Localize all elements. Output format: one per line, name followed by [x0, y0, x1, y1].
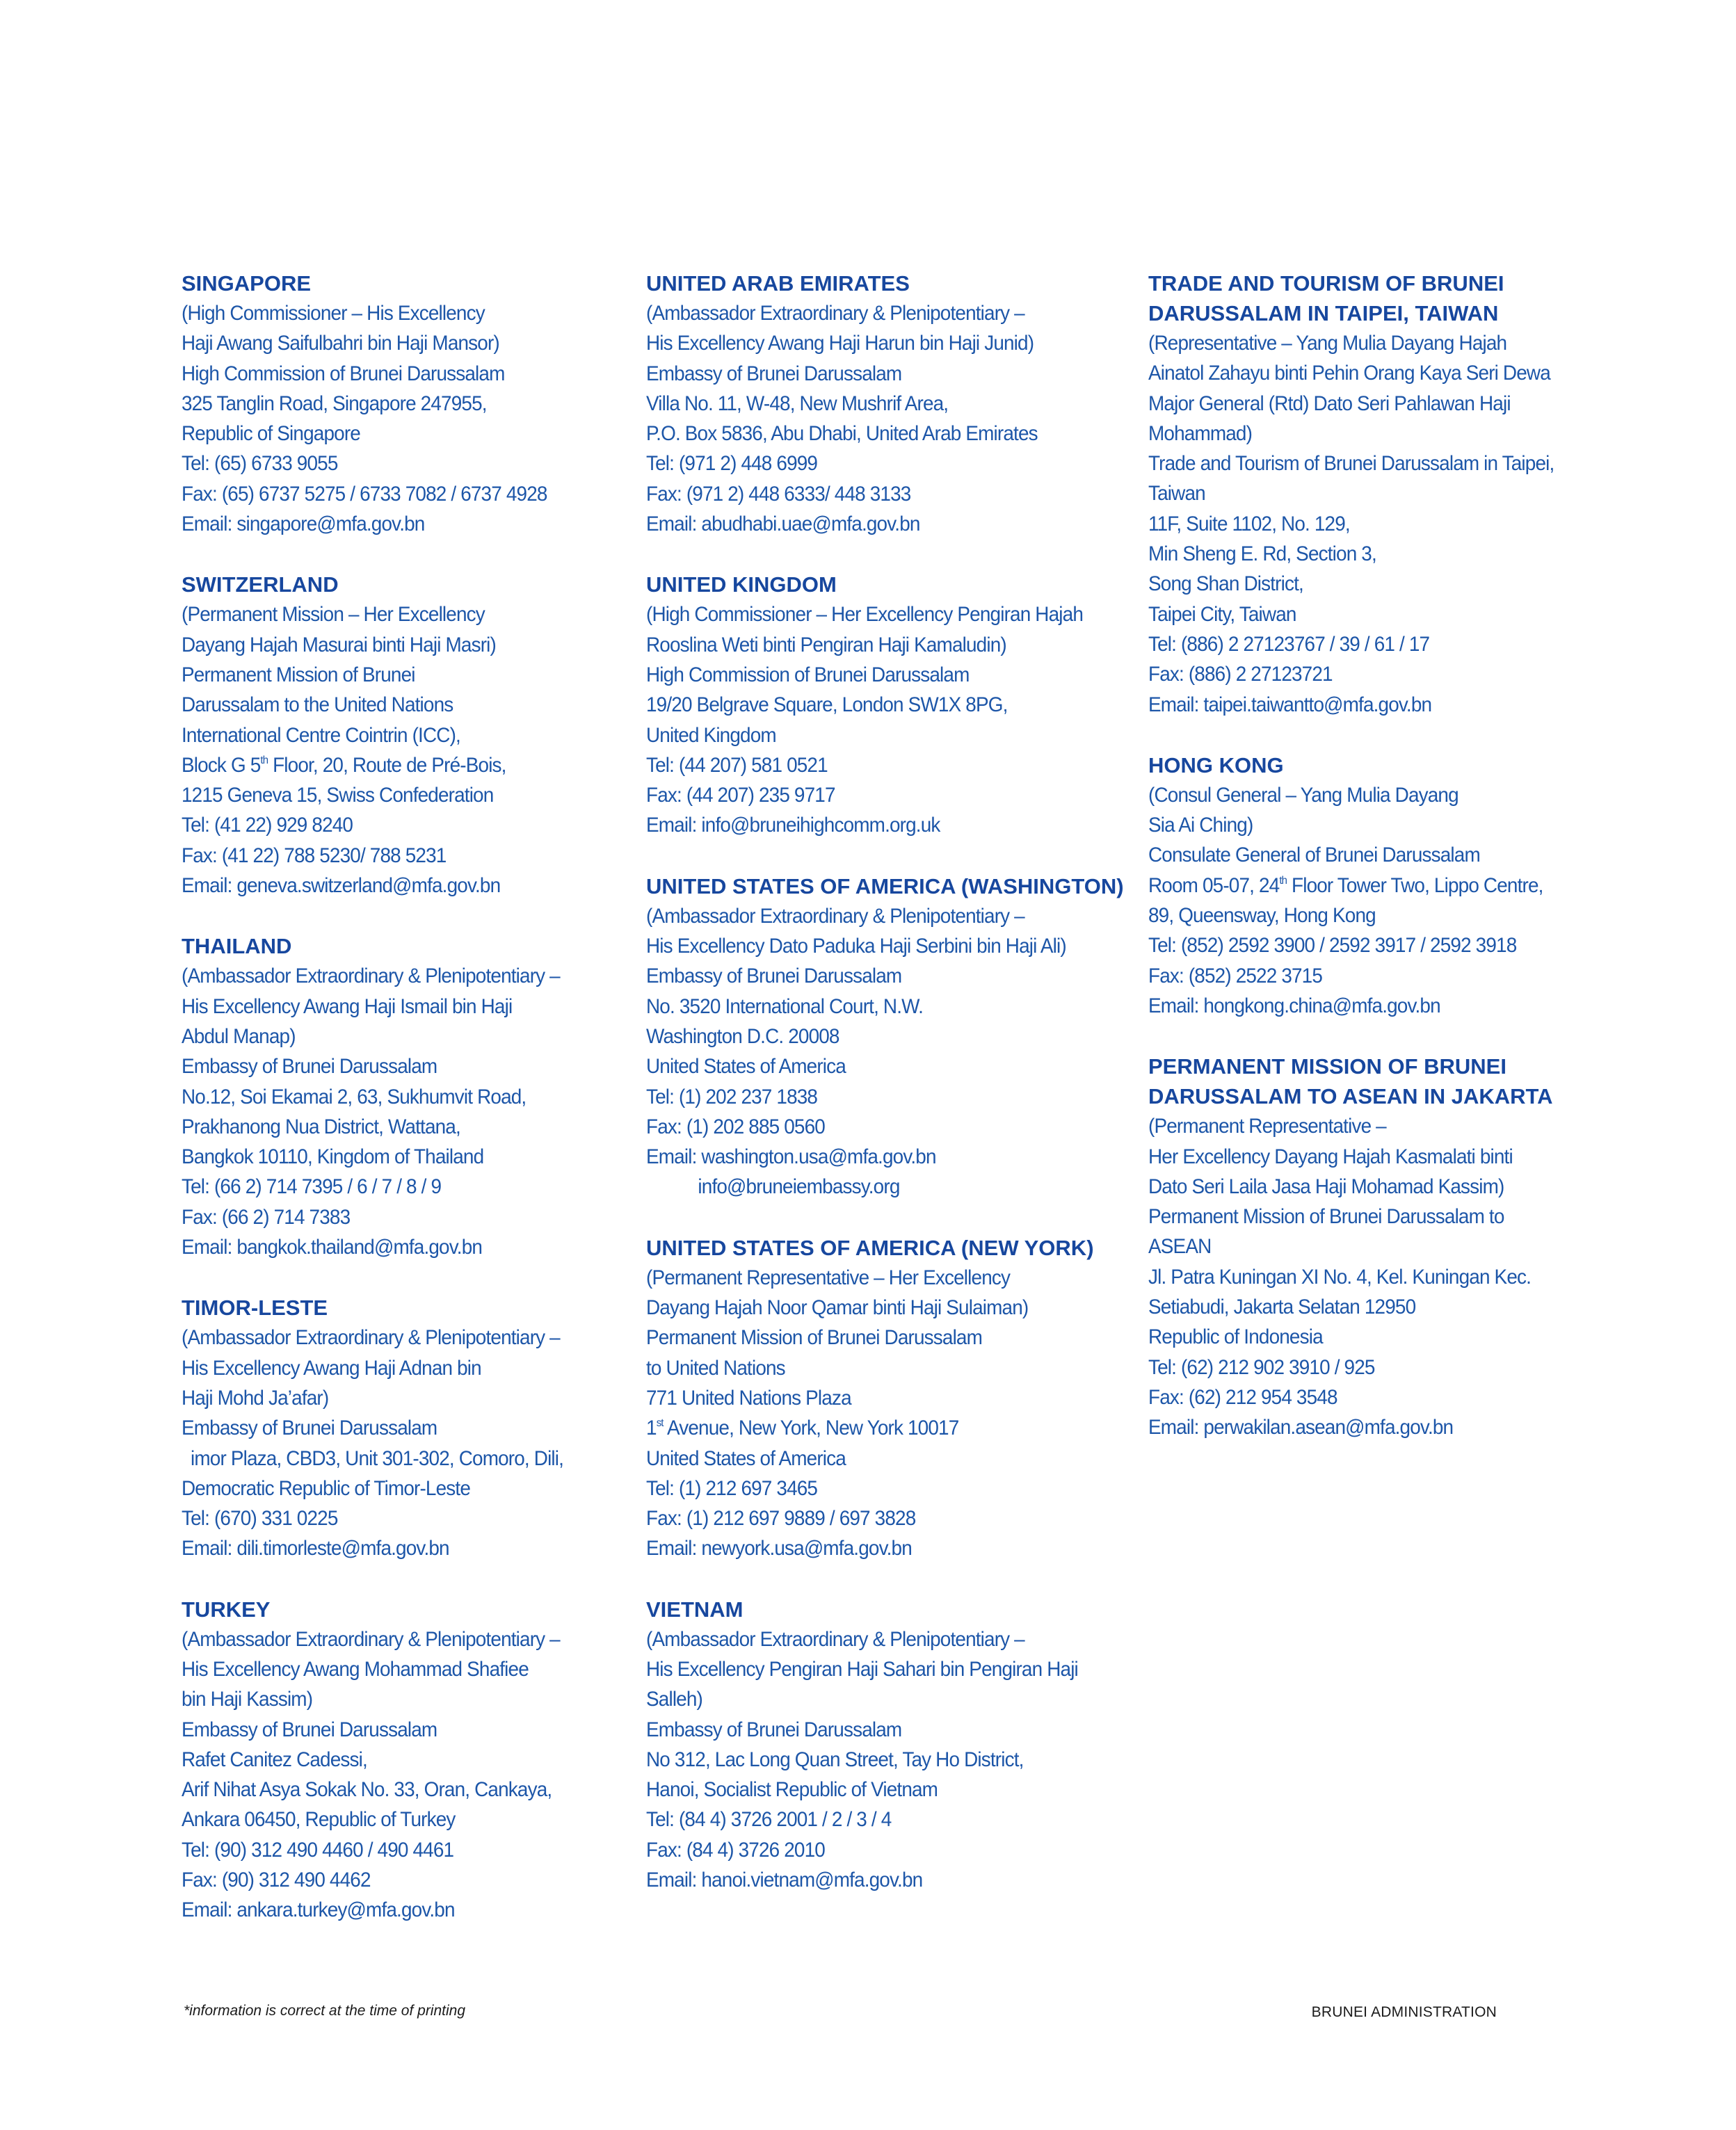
- entry-line: His Excellency Awang Mohammad Shafiee: [182, 1657, 529, 1681]
- entry-line: His Excellency Awang Haji Harun bin Haji Junid): [646, 332, 1034, 355]
- entry-line: Republic of Singapore: [182, 422, 360, 446]
- entry-line: Mohammad): [1148, 421, 1253, 445]
- heading-line: DARUSSALAM TO ASEAN IN JAKARTA: [1148, 1084, 1553, 1109]
- entry-line: ASEAN: [1148, 1235, 1212, 1259]
- mission-entry: [646, 871, 1133, 1202]
- entry-line: Email: taipei.taiwantto@mfa.gov.bn: [1148, 693, 1432, 716]
- entry-line: Permanent Mission of Brunei: [182, 663, 415, 686]
- entry-line: 771 United Nations Plaza: [646, 1386, 851, 1410]
- entry-line: Email: info@bruneihighcomm.org.uk: [646, 814, 940, 837]
- entry-line: Abdul Manap): [182, 1024, 296, 1048]
- entry-line: Ankara 06450, Republic of Turkey: [182, 1808, 456, 1832]
- entry-line: Fax: (41 22) 788 5230/ 788 5231: [182, 844, 447, 867]
- entry-line: Fax: (66 2) 714 7383: [182, 1205, 351, 1229]
- entry-line: (Permanent Representative –: [1148, 1115, 1386, 1138]
- mission-entry: [182, 1293, 627, 1563]
- entry-line: Dato Seri Laila Jasa Haji Mohamad Kassim): [1148, 1175, 1504, 1198]
- entry-line: Sia Ai Ching): [1148, 814, 1253, 837]
- entry-line: Hanoi, Socialist Republic of Vietnam: [646, 1778, 938, 1802]
- entry-line: No.12, Soi Ekamai 2, 63, Sukhumvit Road,: [182, 1085, 527, 1108]
- entry-line: Haji Awang Saifulbahri bin Haji Mansor): [182, 332, 499, 355]
- entry-line: Taipei City, Taiwan: [1148, 602, 1296, 626]
- entry-heading: [646, 268, 1133, 298]
- mission-entry: [646, 1595, 1133, 1896]
- entry-line: Prakhanong Nua District, Wattana,: [182, 1115, 460, 1138]
- entry-line: Email: hanoi.vietnam@mfa.gov.bn: [646, 1869, 923, 1892]
- entry-line: Democratic Republic of Timor-Leste: [182, 1476, 471, 1500]
- entry-line: Embassy of Brunei Darussalam: [646, 965, 902, 988]
- entry-heading: [646, 1233, 1133, 1263]
- entry-line: Fax: (1) 212 697 9889 / 697 3828: [646, 1507, 916, 1531]
- entry-line: His Excellency Dato Paduka Haji Serbini bin Haji Ali): [646, 935, 1066, 958]
- entry-heading: [182, 268, 627, 298]
- heading-line: TIMOR-LESTE: [182, 1296, 328, 1321]
- entry-line: Email: geneva.switzerland@mfa.gov.bn: [182, 874, 501, 898]
- entry-line: Tel: (852) 2592 3900 / 2592 3917 / 2592 3918: [1148, 934, 1517, 958]
- entry-line: Tel: (971 2) 448 6999: [646, 452, 818, 476]
- entry-line: 1st Avenue, New York, New York 10017: [646, 1417, 959, 1440]
- entry-line: Permanent Mission of Brunei Darussalam to: [1148, 1205, 1504, 1229]
- entry-line: Tel: (1) 202 237 1838: [646, 1085, 818, 1108]
- entry-line: Setiabudi, Jakarta Selatan 12950: [1148, 1296, 1416, 1319]
- entry-line: Email: perwakilan.asean@mfa.gov.bn: [1148, 1416, 1454, 1439]
- heading-line: SWITZERLAND: [182, 572, 339, 597]
- heading-line: UNITED STATES OF AMERICA (NEW YORK): [646, 1235, 1094, 1260]
- entry-line: Email: bangkok.thailand@mfa.gov.bn: [182, 1236, 483, 1259]
- entry-line: Email: abudhabi.uae@mfa.gov.bn: [646, 513, 920, 536]
- entry-line: P.O. Box 5836, Abu Dhabi, United Arab Emirates: [646, 422, 1038, 446]
- heading-line: PERMANENT MISSION OF BRUNEI: [1148, 1054, 1506, 1079]
- entry-heading: [1148, 268, 1593, 328]
- entry-line: (Ambassador Extraordinary & Plenipotentiary –: [646, 1627, 1024, 1651]
- entry-line: (Ambassador Extraordinary & Plenipotentiary –: [182, 1627, 560, 1651]
- entry-line: bin Haji Kassim): [182, 1688, 313, 1711]
- entry-line: Arif Nihat Asya Sokak No. 33, Oran, Cankaya,: [182, 1778, 552, 1802]
- entry-heading: [1148, 750, 1593, 780]
- entry-line: Email: washington.usa@mfa.gov.bn: [646, 1145, 936, 1169]
- entry-line: (Ambassador Extraordinary & Plenipotentiary –: [182, 965, 560, 988]
- entry-line: No 312, Lac Long Quan Street, Tay Ho District,: [646, 1748, 1024, 1771]
- entry-heading: [182, 570, 627, 599]
- entry-line: Embassy of Brunei Darussalam: [646, 1718, 902, 1741]
- entry-line: Taiwan: [1148, 482, 1205, 506]
- entry-line: Block G 5th Floor, 20, Route de Pré-Bois,: [182, 753, 506, 777]
- entry-line: Jl. Patra Kuningan XI No. 4, Kel. Kuningan Kec.: [1148, 1265, 1532, 1289]
- entry-line: His Excellency Awang Haji Ismail bin Haji: [182, 994, 513, 1018]
- heading-line: VIETNAM: [646, 1597, 744, 1622]
- entry-line: (Consul General – Yang Mulia Dayang: [1148, 783, 1458, 807]
- entry-line: 325 Tanglin Road, Singapore 247955,: [182, 392, 487, 415]
- entry-line: info@bruneiembassy.org: [698, 1175, 900, 1199]
- entry-line: Song Shan District,: [1148, 572, 1303, 596]
- entry-line: Villa No. 11, W-48, New Mushrif Area,: [646, 392, 949, 415]
- entry-line: Tel: (84 4) 3726 2001 / 2 / 3 / 4: [646, 1808, 892, 1832]
- entry-line: Fax: (90) 312 490 4462: [182, 1869, 371, 1892]
- entry-line: (Ambassador Extraordinary & Plenipotentiary –: [646, 904, 1024, 928]
- footer-label: BRUNEI ADMINISTRATION: [1311, 2004, 1497, 2020]
- entry-line: imor Plaza, CBD3, Unit 301-302, Comoro, Dili,: [191, 1446, 564, 1470]
- entry-line: Dayang Hajah Noor Qamar binti Haji Sulaiman): [646, 1296, 1029, 1320]
- entry-line: Email: newyork.usa@mfa.gov.bn: [646, 1537, 912, 1560]
- entry-line: No. 3520 International Court, N.W.: [646, 994, 924, 1018]
- mission-entry: [646, 268, 1133, 539]
- mission-entry: [182, 931, 627, 1262]
- heading-line: THAILAND: [182, 934, 292, 959]
- entry-heading: [646, 570, 1133, 599]
- heading-line: UNITED STATES OF AMERICA (WASHINGTON): [646, 873, 1124, 898]
- entry-line: Fax: (971 2) 448 6333/ 448 3133: [646, 482, 911, 506]
- entry-line: Washington D.C. 20008: [646, 1024, 839, 1048]
- entry-line: (Representative – Yang Mulia Dayang Hajah: [1148, 332, 1507, 355]
- mission-entry: [1148, 750, 1593, 1021]
- entry-line: (High Commissioner – His Excellency: [182, 302, 485, 325]
- mission-entry: [646, 570, 1133, 840]
- entry-line: Fax: (84 4) 3726 2010: [646, 1838, 825, 1862]
- mission-entry: [182, 570, 627, 901]
- entry-line: Tel: (1) 212 697 3465: [646, 1476, 818, 1500]
- column-1: [182, 268, 627, 1956]
- entry-line: Trade and Tourism of Brunei Darussalam in Taipei,: [1148, 452, 1554, 476]
- entry-line: Fax: (44 207) 235 9717: [646, 784, 835, 807]
- footer-note: *information is correct at the time of printing: [184, 2003, 466, 2019]
- entry-line: (Ambassador Extraordinary & Plenipotentiary –: [646, 302, 1024, 325]
- entry-line: His Excellency Awang Haji Adnan bin: [182, 1356, 481, 1380]
- entry-line: Fax: (852) 2522 3715: [1148, 964, 1323, 987]
- mission-entry: [1148, 268, 1593, 720]
- entry-line: Tel: (886) 2 27123767 / 39 / 61 / 17: [1148, 632, 1430, 656]
- entry-line: Rafet Canitez Cadessi,: [182, 1748, 367, 1771]
- entry-line: (Permanent Representative – Her Excellency: [646, 1266, 1011, 1289]
- heading-line: TURKEY: [182, 1597, 271, 1622]
- entry-line: Email: dili.timorleste@mfa.gov.bn: [182, 1537, 449, 1560]
- entry-line: Fax: (886) 2 27123721: [1148, 663, 1333, 686]
- entry-line: Embassy of Brunei Darussalam: [182, 1718, 437, 1741]
- entry-line: His Excellency Pengiran Haji Sahari bin Pengiran Haji: [646, 1657, 1078, 1681]
- mission-entry: [1148, 1051, 1593, 1442]
- entry-line: (Permanent Mission – Her Excellency: [182, 603, 485, 627]
- entry-line: Consulate General of Brunei Darussalam: [1148, 844, 1480, 867]
- entry-line: Fax: (1) 202 885 0560: [646, 1115, 825, 1138]
- entry-line: Rooslina Weti binti Pengiran Haji Kamaludin): [646, 633, 1006, 656]
- entry-line: Tel: (44 207) 581 0521: [646, 753, 828, 777]
- entry-line: United Kingdom: [646, 723, 776, 747]
- entry-heading: [646, 871, 1133, 901]
- entry-line: International Centre Cointrin (ICC),: [182, 723, 460, 747]
- column-2: [646, 268, 1133, 1926]
- entry-line: Tel: (90) 312 490 4460 / 490 4461: [182, 1838, 454, 1862]
- heading-line: HONG KONG: [1148, 752, 1284, 777]
- entry-line: United States of America: [646, 1446, 846, 1470]
- entry-line: Embassy of Brunei Darussalam: [182, 1055, 437, 1079]
- entry-line: Fax: (65) 6737 5275 / 6733 7082 / 6737 4928: [182, 482, 547, 506]
- entry-line: Email: hongkong.china@mfa.gov.bn: [1148, 994, 1440, 1017]
- heading-line: UNITED ARAB EMIRATES: [646, 271, 910, 296]
- heading-line: UNITED KINGDOM: [646, 572, 837, 597]
- heading-line: DARUSSALAM IN TAIPEI, TAIWAN: [1148, 301, 1499, 325]
- entry-line: Room 05-07, 24th Floor Tower Two, Lippo Centre,: [1148, 873, 1543, 897]
- entry-line: Her Excellency Dayang Hajah Kasmalati binti: [1148, 1145, 1513, 1168]
- entry-line: Salleh): [646, 1688, 702, 1711]
- entry-line: Dayang Hajah Masurai binti Haji Masri): [182, 633, 496, 656]
- entry-line: Republic of Indonesia: [1148, 1325, 1323, 1349]
- mission-entry: [646, 1233, 1133, 1564]
- entry-line: Haji Mohd Ja’afar): [182, 1386, 329, 1410]
- entry-line: 11F, Suite 1102, No. 129,: [1148, 512, 1350, 535]
- entry-line: Tel: (62) 212 902 3910 / 925: [1148, 1355, 1375, 1379]
- column-3: [1148, 268, 1593, 1474]
- heading-line: TRADE AND TOURISM OF BRUNEI: [1148, 271, 1504, 296]
- entry-line: Embassy of Brunei Darussalam: [646, 362, 902, 385]
- entry-line: Email: ankara.turkey@mfa.gov.bn: [182, 1898, 455, 1922]
- entry-line: Fax: (62) 212 954 3548: [1148, 1385, 1337, 1409]
- entry-line: Major General (Rtd) Dato Seri Pahlawan Haji: [1148, 392, 1511, 415]
- entry-line: Permanent Mission of Brunei Darussalam: [646, 1326, 983, 1350]
- entry-line: Email: singapore@mfa.gov.bn: [182, 513, 425, 536]
- entry-line: 1215 Geneva 15, Swiss Confederation: [182, 784, 494, 807]
- entry-line: Min Sheng E. Rd, Section 3,: [1148, 542, 1376, 566]
- entry-line: (High Commissioner – Her Excellency Pengiran Hajah: [646, 603, 1084, 627]
- entry-line: to United Nations: [646, 1356, 785, 1380]
- entry-heading: [182, 1293, 627, 1323]
- entry-line: Tel: (65) 6733 9055: [182, 452, 338, 476]
- mission-entry: [182, 268, 627, 539]
- entry-line: United States of America: [646, 1055, 846, 1079]
- entry-line: Bangkok 10110, Kingdom of Thailand: [182, 1145, 484, 1169]
- entry-line: High Commission of Brunei Darussalam: [646, 663, 970, 686]
- entry-line: Tel: (66 2) 714 7395 / 6 / 7 / 8 / 9: [182, 1175, 442, 1199]
- entry-line: Tel: (41 22) 929 8240: [182, 814, 353, 837]
- entry-line: 89, Queensway, Hong Kong: [1148, 904, 1376, 928]
- entry-line: High Commission of Brunei Darussalam: [182, 362, 505, 385]
- entry-line: Tel: (670) 331 0225: [182, 1507, 338, 1531]
- heading-line: SINGAPORE: [182, 271, 312, 296]
- entry-heading: [182, 931, 627, 961]
- mission-entry: [182, 1595, 627, 1926]
- entry-line: Ainatol Zahayu binti Pehin Orang Kaya Seri Dewa: [1148, 362, 1550, 385]
- entry-heading: [1148, 1051, 1593, 1111]
- entry-line: Embassy of Brunei Darussalam: [182, 1417, 437, 1440]
- entry-line: (Ambassador Extraordinary & Plenipotentiary –: [182, 1326, 560, 1350]
- entry-line: Darussalam to the United Nations: [182, 693, 453, 717]
- entry-heading: [646, 1595, 1133, 1624]
- entry-line: 19/20 Belgrave Square, London SW1X 8PG,: [646, 693, 1008, 717]
- entry-heading: [182, 1595, 627, 1624]
